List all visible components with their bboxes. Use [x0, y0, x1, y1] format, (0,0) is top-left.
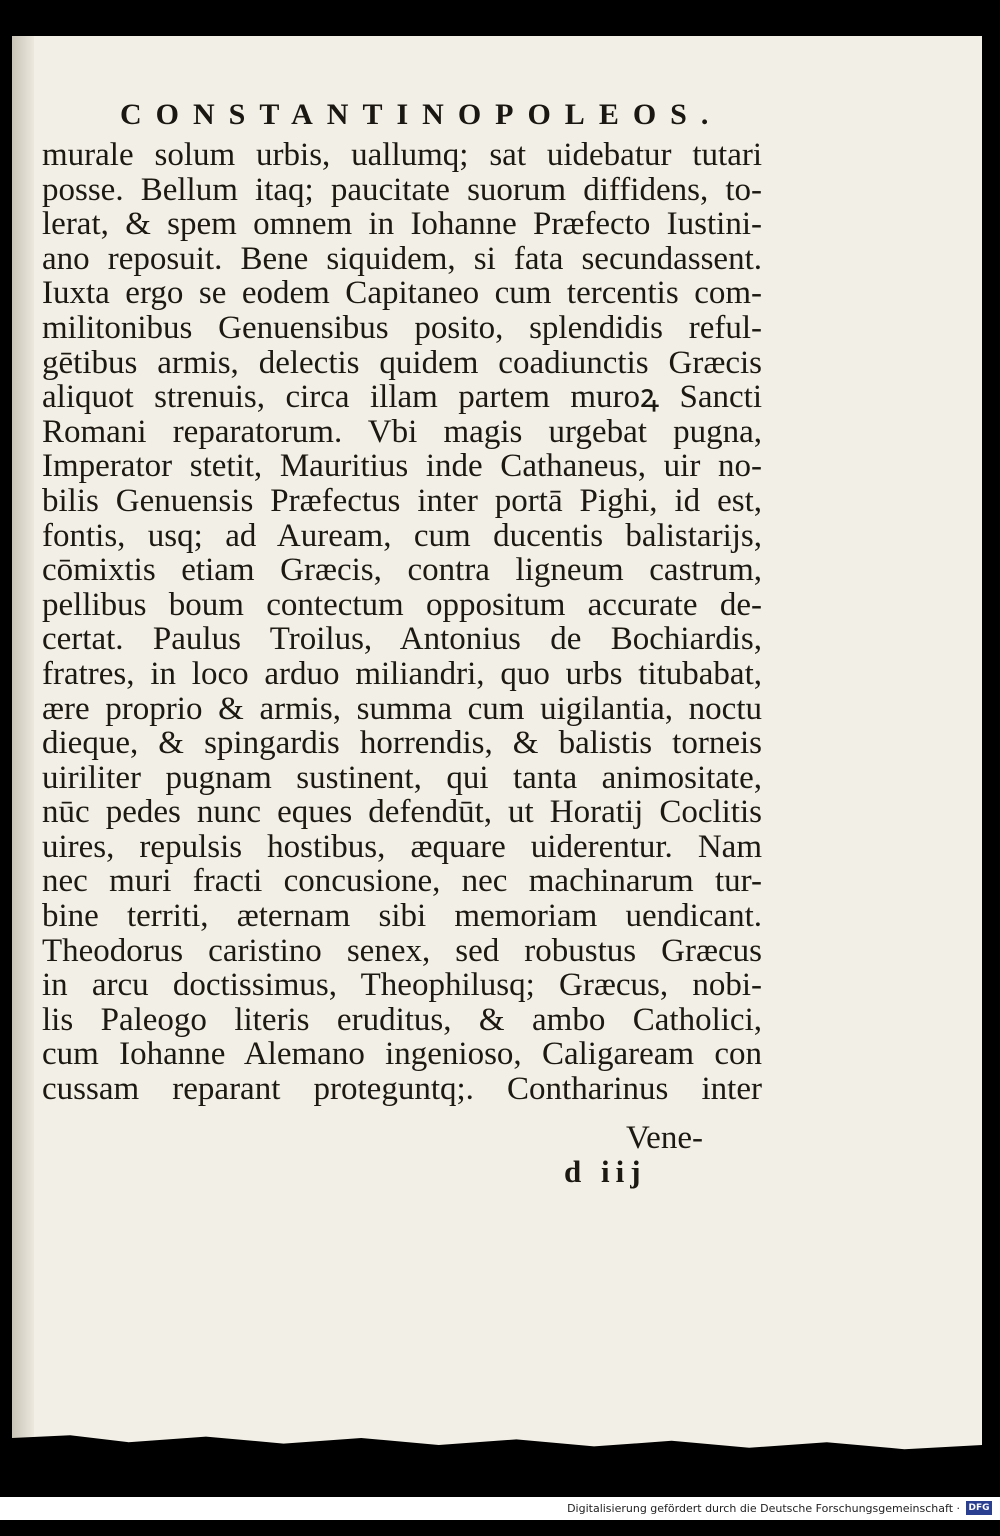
text-line: posse. Bellum itaq; paucitate suorum diffidens, to- [42, 172, 762, 208]
text-line: Imperator stetit, Mauritius inde Cathaneus, uir no- [42, 449, 762, 484]
text-line: cussam reparant proteguntq;. Contharinus inter [42, 1072, 762, 1107]
text-line: aliquot strenuis, circa illam partem muroꝝ Sancti [42, 380, 762, 415]
text-line: dieque, & spingardis horrendis, & balistis torneis [42, 726, 762, 761]
text-line: in arcu doctissimus, Theophilusq; Græcus, nobi- [42, 968, 762, 1003]
dfg-logo: DFG [966, 1501, 992, 1515]
text-line: certat. Paulus Troilus, Antonius de Bochiardis, [42, 622, 762, 657]
text-line: fontis, usq; ad Auream, cum ducentis balistarijs, [42, 518, 762, 554]
text-line: Iuxta ergo se eodem Capitaneo cum tercentis com- [42, 276, 762, 311]
text-line: fratres, in loco arduo miliandri, quo urbs titubabat, [42, 656, 762, 692]
text-line: nec muri fracti concusione, nec machinarum tur- [42, 864, 762, 900]
text-line: nūc pedes nunc eques defendūt, ut Horatij Coclitis [42, 795, 762, 830]
text-line: bine territi, æternam sibi memoriam uendicant. [42, 899, 762, 934]
running-head: CONSTANTINOPOLEOS. [120, 98, 723, 131]
signature-mark: d iij [564, 1154, 647, 1189]
footer-credit: Digitalisierung gefördert durch die Deutsche Forschungsgemeinschaft · [567, 1502, 960, 1515]
catchword: Vene- [626, 1120, 703, 1156]
text-line: cum Iohanne Alemano ingenioso, Caligaream con [42, 1037, 762, 1073]
body-text [42, 138, 762, 1107]
text-line: militonibus Genuensibus posito, splendidis reful- [42, 310, 762, 346]
text-line: Theodorus caristino senex, sed robustus Græcus [42, 933, 762, 969]
text-line: murale solum urbis, uallumq; sat uidebatur tutari [42, 138, 762, 173]
text-line: uiriliter pugnam sustinent, qui tanta animositate, [42, 760, 762, 796]
text-line: cōmixtis etiam Græcis, contra ligneum castrum, [42, 553, 762, 588]
text-line: lerat, & spem omnem in Iohanne Præfecto Iustini- [42, 207, 762, 242]
text-line: gētibus armis, delectis quidem coadiunctis Græcis [42, 345, 762, 381]
text-line: Romani reparatorum. Vbi magis urgebat pugna, [42, 414, 762, 450]
text-line: ano reposuit. Bene siquidem, si fata secundassent. [42, 241, 762, 277]
text-line: bilis Genuensis Præfectus inter portā Pighi, id est, [42, 483, 762, 519]
text-line: lis Paleogo literis eruditus, & ambo Catholici, [42, 1002, 762, 1038]
text-line: uires, repulsis hostibus, æquare uiderentur. Nam [42, 829, 762, 865]
text-line: pellibus boum contectum oppositum accurate de- [42, 587, 762, 623]
footer-bar [0, 1497, 1000, 1520]
text-line: ære proprio & armis, summa cum uigilantia, noctu [42, 691, 762, 727]
